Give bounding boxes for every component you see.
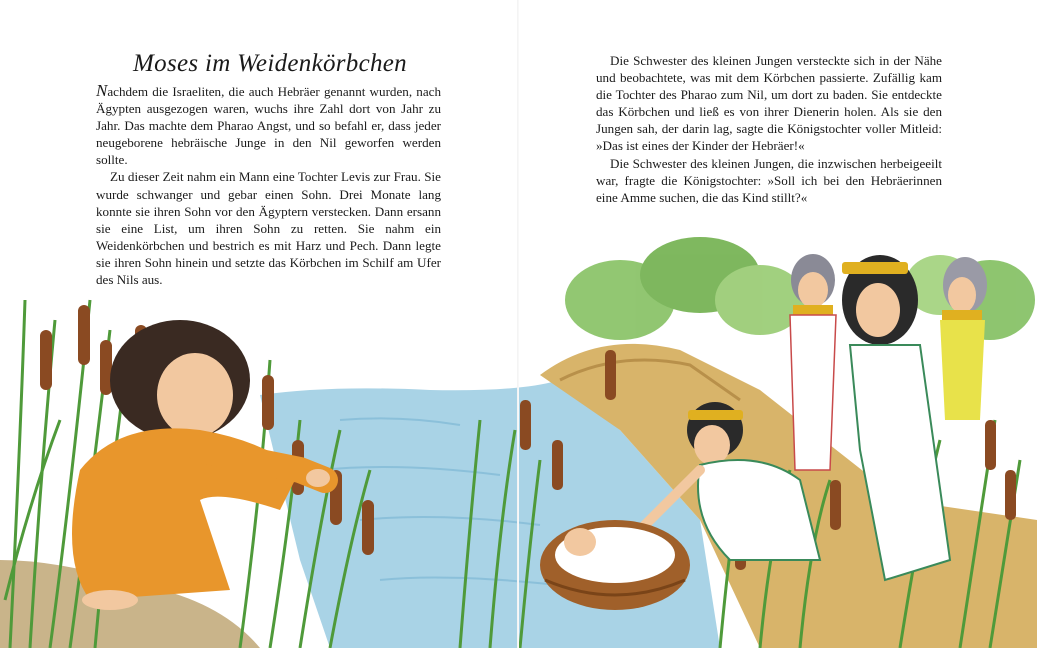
- paragraph: Die Schwester des kleinen Jungen, die inzwischen herbeigeeilt war, fragte die Königstochter: »Soll ich bei den Hebräerinnen eine Amme suchen, die das Kind stillt?«: [596, 155, 942, 205]
- paragraph: Nachdem die Israeliten, die auch Hebräer genannt wurden, nach Ägypten ausgezogen waren, wuchs ihre Zahl dort von Jahr zu Jahr. Das machte dem Pharao Angst, und so befahl er, dass jeder neugeborene hebräische Junge in den Nil geworfen werden sollte.: [96, 81, 441, 168]
- right-page: [519, 0, 1037, 648]
- paragraph: Die Schwester des kleinen Jungen versteckte sich in der Nähe und beobachtete, was mit dem Körbchen passierte. Zufällig kam die Tochter des Pharao zum Nil, um dort zu baden. Sie entdeckte das Körbchen und ließ es von ihrer Dienerin holen. Als sie den Jungen sah, der darin lag, sagte die Königstochter voller Mitleid: »Das ist eines der Kinder der Hebräer!«: [596, 53, 942, 154]
- story-title: Moses im Weidenkörbchen: [133, 50, 407, 77]
- left-page-text: [96, 82, 441, 288]
- paragraph: Zu dieser Zeit nahm ein Mann eine Tochter Levis zur Frau. Sie wurde schwanger und gebar einen Sohn. Drei Monate lang konnte sie ihren Sohn vor den Ägyptern verstecken. Dann ersann sie eine List, um ihren Sohn zu retten. Sie nahm ein Weidenkörbchen und bestrich es mit Harz und Pech. Dann legte sie ihren Sohn hinein und setzte das Körbchen im Schilf am Ufer des Nils aus.: [96, 169, 441, 288]
- right-page-text: [596, 52, 942, 206]
- left-page: [0, 0, 518, 648]
